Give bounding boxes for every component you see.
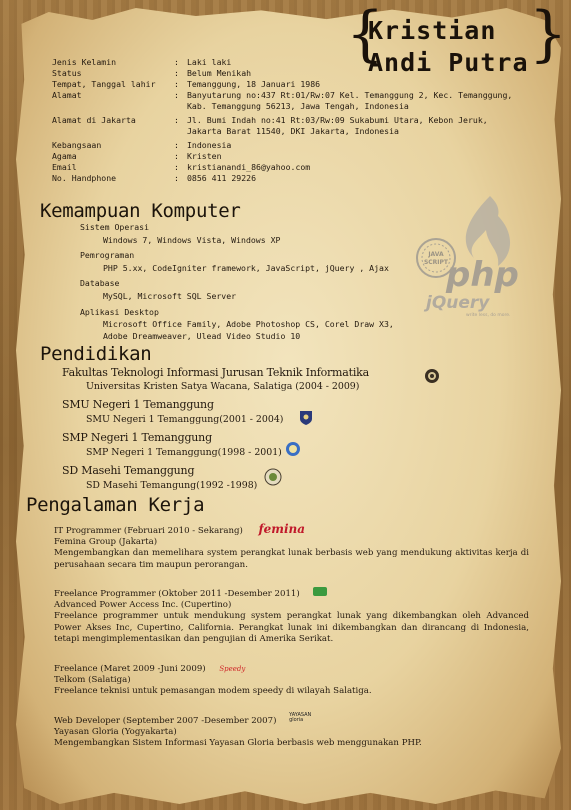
label-birth: Tempat, Tanggal lahir xyxy=(52,79,156,89)
value-status: Belum Menikah xyxy=(187,68,252,78)
value-phone: 0856 411 29226 xyxy=(187,173,257,183)
skill-group-label: Aplikasi Desktop xyxy=(80,306,159,317)
company: Yayasan Gloria (Yogyakarta) xyxy=(54,726,177,737)
php-jquery-logo xyxy=(400,186,540,320)
company: Femina Group (Jakarta) xyxy=(54,537,158,547)
stamp-text-2: SCRIPT xyxy=(423,259,449,266)
colon: : xyxy=(174,79,179,89)
name-last: Andi Putra xyxy=(368,48,529,77)
school-name: SMP Negeri 1 Temanggung xyxy=(62,431,212,444)
skills-heading: Kemampuan Komputer xyxy=(40,200,241,222)
skill-group-value: Windows 7, Windows Vista, Windows XP xyxy=(103,234,281,245)
stamp-text-1: JAVA xyxy=(428,251,444,258)
jquery-logo-text: jQuery xyxy=(426,293,490,313)
smp-logo-icon xyxy=(285,441,301,457)
job-title: IT Programmer (Februari 2010 - Sekarang) xyxy=(54,526,243,536)
company: Telkom (Salatiga) xyxy=(54,674,131,685)
company: Advanced Power Access Inc. (Cupertino) xyxy=(54,600,232,611)
value-nationality: Indonesia xyxy=(187,140,232,150)
label-jakarta: Alamat di Jakarta xyxy=(52,115,136,125)
apa-logo-icon xyxy=(313,587,327,596)
colon: : xyxy=(174,173,179,183)
colon: : xyxy=(174,90,179,100)
job-title: Freelance (Maret 2009 -Juni 2009) xyxy=(54,663,206,674)
job-description: Freelance teknisi untuk pemasangan modem speedy di wilayah Salatiga. xyxy=(54,685,372,696)
colon: : xyxy=(174,115,179,125)
value-jakarta-2: Jakarta Barat 11540, DKI Jakarta, Indonesia xyxy=(187,126,399,136)
colon: : xyxy=(174,68,179,78)
uksw-logo-icon xyxy=(424,368,440,384)
skill-group-label: Database xyxy=(80,278,120,289)
school-detail: SD Masehi Temangung(1992 -1998) xyxy=(86,480,258,491)
label-email: Email xyxy=(52,162,77,172)
colon: : xyxy=(174,57,179,67)
job-description: Mengembangkan Sistem Informasi Yayasan Gloria berbasis web menggunakan PHP. xyxy=(54,737,422,748)
skill-group-value-2: Adobe Dreamweaver, Ulead Video Studio 10 xyxy=(103,330,301,341)
school-detail: SMP Negeri 1 Temanggung(1998 - 2001) xyxy=(86,447,282,458)
gloria-logo: YAYASAN gloria xyxy=(289,712,312,724)
label-phone: No. Handphone xyxy=(52,173,117,183)
school-detail: SMU Negeri 1 Temanggung(2001 - 2004) xyxy=(86,414,284,425)
femina-logo: femina xyxy=(258,522,306,536)
colon: : xyxy=(174,162,179,172)
school-detail: Universitas Kristen Satya Wacana, Salatiga (2004 - 2009) xyxy=(86,381,360,392)
right-brace: } xyxy=(529,0,568,69)
skill-group-label: Sistem Operasi xyxy=(80,222,150,232)
value-email[interactable]: kristianandi_86@yahoo.com xyxy=(187,162,311,172)
sd-logo-icon xyxy=(264,468,282,486)
skill-group-value: MySQL, Microsoft SQL Server xyxy=(103,290,237,301)
value-jakarta: Jl. Bumi Indah no:41 Rt:03/Rw:09 Sukabumi Utara, Kebon Jeruk, xyxy=(187,115,488,125)
value-birth: Temanggung, 18 Januari 1986 xyxy=(187,79,321,89)
jquery-tagline: write less, do more. xyxy=(466,313,511,318)
label-nationality: Kebangsaan xyxy=(52,140,102,150)
colon: : xyxy=(174,151,179,161)
value-address: Banyutarung no:437 Rt:01/Rw:07 Kel. Temanggung 2, Kec. Temanggung, xyxy=(187,90,513,100)
job-description: Mengembangkan dan memelihara system perangkat lunak berbasis web yang mendukung aktivitas kerja di perusahaan secara tim maupun perorangan. xyxy=(54,548,529,570)
label-address: Alamat xyxy=(52,90,82,100)
left-brace: { xyxy=(346,0,385,69)
school-name: Fakultas Teknologi Informasi Jurusan Teknik Informatika xyxy=(62,366,370,379)
job-description: Freelance programmer untuk mendukung system perangkat lunak yang dikembangkan oleh Advanced Power Akses Inc, Cupertino, California. Perangkat lunak ini dikembangkan dan dirancang di Indonesia, tetapi mengimplementasikan dan pengujian di Amerika Serikat. xyxy=(54,611,529,645)
label-status: Status xyxy=(52,68,82,78)
job-title: Web Developer (September 2007 -Desember 2007) xyxy=(54,715,277,726)
value-religion: Kristen xyxy=(187,151,222,161)
skill-group-label: Pemrograman xyxy=(80,250,135,261)
school-name: SD Masehi Temanggung xyxy=(62,464,195,477)
education-heading: Pendidikan xyxy=(40,343,152,365)
experience-heading: Pengalaman Kerja xyxy=(26,494,205,516)
skills-list xyxy=(80,222,394,341)
school-name: SMU Negeri 1 Temanggung xyxy=(62,398,214,411)
speedy-logo: Speedy xyxy=(219,664,246,673)
skill-group-value: PHP 5.xx, CodeIgniter framework, JavaScript, jQuery , Ajax xyxy=(103,262,389,273)
smu-logo-icon xyxy=(299,410,313,426)
value-address-2: Kab. Temanggung 56213, Jawa Tengah, Indonesia xyxy=(187,101,409,111)
job-title: Freelance Programmer (Oktober 2011 -Desember 2011) xyxy=(54,589,300,600)
label-religion: Agama xyxy=(52,151,77,161)
education-list xyxy=(62,366,369,491)
experience-list xyxy=(54,518,534,749)
skill-group-value: Microsoft Office Family, Adobe Photoshop CS, Corel Draw X3, xyxy=(103,319,394,330)
php-logo-text: php xyxy=(446,255,519,295)
label-gender: Jenis Kelamin xyxy=(52,57,117,67)
colon: : xyxy=(174,140,179,150)
value-gender: Laki laki xyxy=(187,57,232,67)
name-first: Kristian xyxy=(368,16,497,45)
